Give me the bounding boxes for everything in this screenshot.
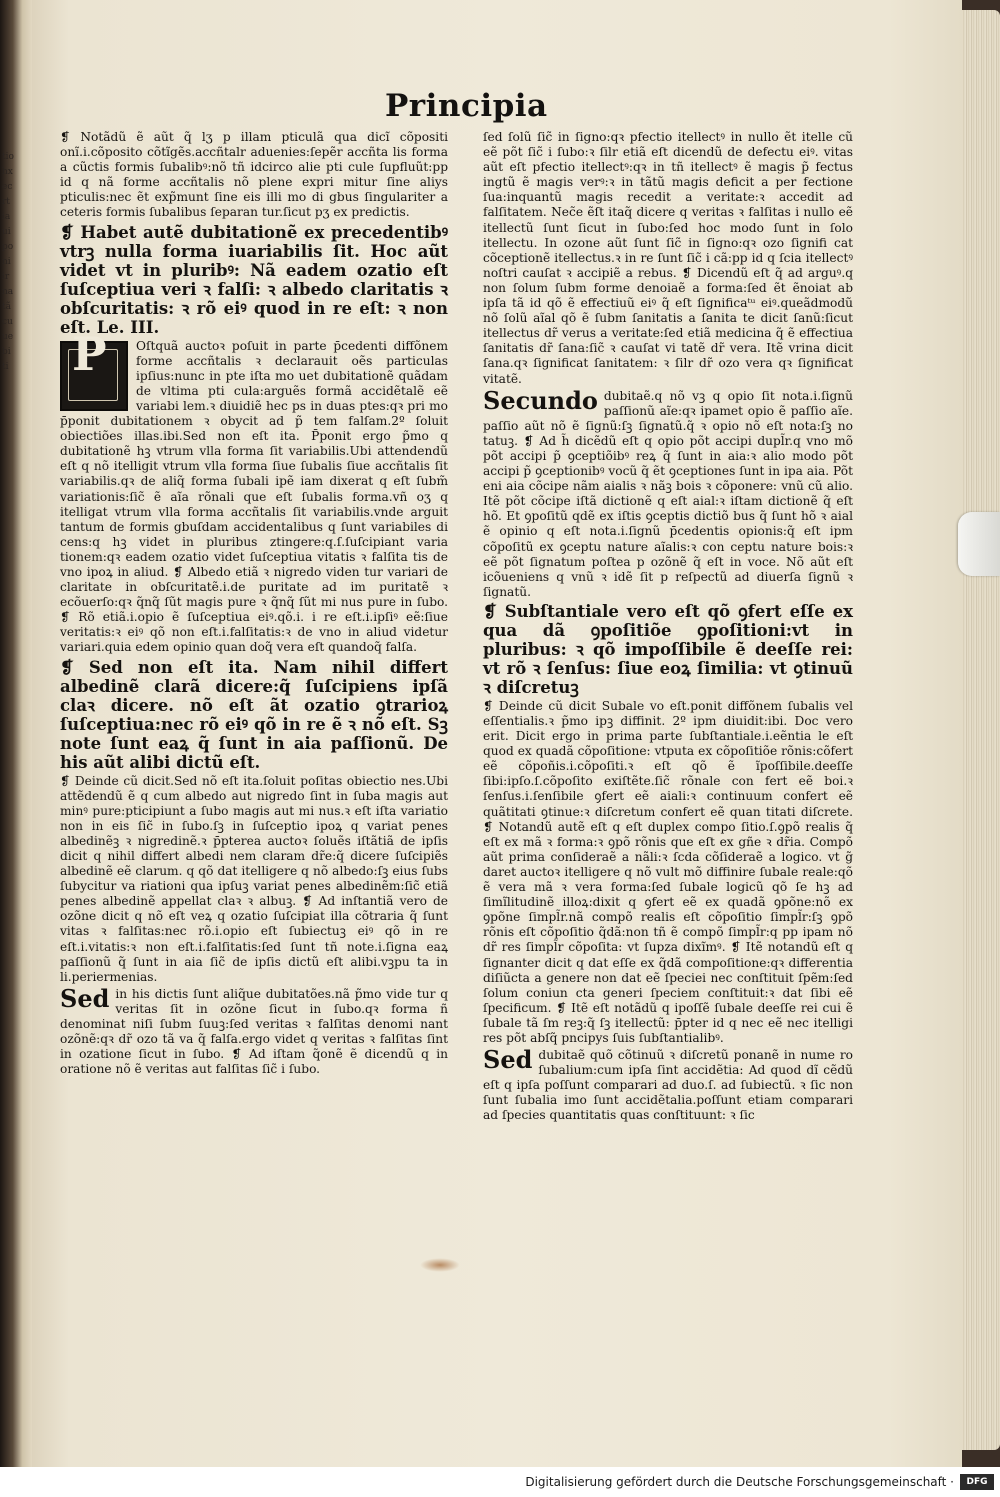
running-title: Principia	[385, 88, 548, 124]
margin-fragment: cu	[2, 317, 13, 327]
margin-fragment: na	[2, 287, 14, 297]
paragraph-postquam	[60, 326, 448, 656]
paragraph-text: dubitaẽ quõ cõtinuũ ꝛ diſcretũ ponanẽ in nume ro ſubalium:cum ipſa ſint accidẽtia: Ad quod dĩ cẽdũ eſt q ipſa poſſunt comparari ad duo.ſ. ad ſubiectũ. ꝛ ſic non ſunt ſubalia imo ſunt accidẽtalia.poſſunt etiam comparari ad ſpecies quantitatis quas conſtituunt: ꝛ ſic	[483, 1048, 853, 1123]
paragraph-sed-dubitatur	[483, 1045, 853, 1123]
margin-fragment: ui	[2, 227, 11, 237]
right-column	[483, 130, 853, 1126]
margin-fragment: hx	[2, 167, 13, 177]
dfg-logo: DFG	[960, 1474, 994, 1490]
margin-fragment: ue	[2, 332, 14, 342]
decorated-initial	[60, 326, 128, 411]
margin-fragment: ti	[2, 362, 9, 372]
paragraph-sed-solum: ſed ſolũ ſic̃ in ſigno:qꝛ pfectio itellectꝰ in nullo ẽt itelle cũ eẽ põt ſic̃ i ſubo:ꝛ ſilr etiã eſt dicendũ de defectu eiꝰ. vitas aũt eſt pfectio itellectꝰ:qꝛ in tñ itellectꝰ ẽ magis p̃ fectus ingtũ ẽ magis verꝰ:ꝛ in tãtũ magis deficit a per fectione ſua:inquantũ magis recedit a veritate:ꝛ accedit ad falſitatem. Nec̃e ẽſt itaq̃ dicere q veritas ꝛ falſitas i nullo eẽ itellectũ ſunt ſicut in ſubo:ſed hoc modo ſunt in ſolo itellectu. In ozone aũt ſunt ſic̃ in ſigno:qꝛ ozo ſignifi cat cõceptionẽ itellectus.ꝛ in re ſunt ſic̃ i cã:pp id q ſcia itellectꝰ noſtri cauſat ꝛ accipiẽ a rebus. ❡ Dicendũ eſt q̃ ad arguꝰ.q non ſolum ſubm forme denoiaẽ a forma:ſed ẽt ẽnoiat ab ipſa tã id qõ ẽ effectiuũ eiꝰ q̃ eſt ſignificaᵗᵘ eiꝰ.queãdmodũ nõ ſolũ aĩal qõ ẽ ſubm ſanitatis a ſanita te dicit ſanũ:ſicut itellectus dr̃ verus a veritate:ſed etiã medicina q̃ ẽ effectiua ſanitatis dr̃ ſana:ſic̃ ꝛ cauſat vi tatẽ dr̃ vera. Itẽ vrina dicit ſana.qꝛ ſignificat ſanitatem: ꝛ ſilr dr̃ ozo vera qꝛ ſignificat vitatẽ.	[483, 130, 853, 386]
footer-bar	[0, 1467, 1000, 1497]
facing-page-edge	[0, 0, 32, 1467]
margin-fragment: bi	[2, 347, 11, 357]
paragraph-deinde-subale: ❡ Deinde cũ dicit Subale vo eſt.ponit diffõnem ſubalis vel eſſentialis.ꝛ p̃mo ipꝫ diffinit. 2º ipm diuidit:ibi. Doc vero erit. Dicit ergo in prima parte ſubſtantiale.i.eẽntia le eſt quod ex quadã cõpoſitione: vtputa ex cõpoſitiõe rõnis:cõfert eẽ cõpoñis.i.cõpoſiti.ꝛ eſt qõ ẽ ĩpoſſibile.deeſſe ſibi:ipſo.ſ.cõpoſito exiſtẽte.ſic̃ rõnale con fert eẽ boi.ꝛ ſenſus.i.ſenſibile ꝯfert eẽ aiali:ꝛ continuum confert eẽ quãtitati ꝯtinue:ꝛ diſcretum confert eẽ quan titati diſcrete. ❡ Notandũ autẽ eſt q eſt duplex compo ſitio.ſ.ꝯpõ realis q̃ eſt ex mã ꝛ forma:ꝛ ꝯpõ rõnis que eſt ex gñe ꝛ dr̃ia. Compõ aũt prima conſideraẽ a nãli:ꝛ ſcda cõſideraẽ a logico. vt g̃ daret auctoꝛ itelligere q nõ vult mõ diffinire ſubale reale:qõ ẽ vera mã ꝛ vera forma:ſed ſubale logicũ qõ ſe hꝫ ad ſimĩlitudinẽ illoꝝ:dixit q ꝯfert eẽ ex quadã ꝯpõne:nõ ex ꝯpõne ſimpl̃r.nã compõ realis eſt cõpoſitio ſimpl̃r:ſꝫ ꝯpõ rõnis eſt cõpoſitio q̃dã:non tñ ẽ compõ ſimpl̃r:q pp ipam nõ dr̃ res ſimpl̃r cõpoſita: vt ſupza dixĩmꝰ. ❡ Itẽ notandũ eſt q ſignanter dicit q dat eſſe ex q̃dã compoſitione:qꝛ differentia diſiũcta a genere non dat eẽ ſpeciei nec conſtituit ſpẽm:ſed ſolum coniun cta generi ſpeciem conſtituit:ꝛ dat ſibi eẽ ſpecificum. ❡ Itẽ eſt notãdũ q ipoſſẽ ſubale deeſſe rei cui ẽ ſubale tã ſm reꝫ:q̃ ſꝫ itellectũ: p̄pter id q nec eẽ nec itelligi res põt abſq̃ pncipys ſuis ſubſtantialibꝰ.	[483, 698, 853, 1045]
lemma-substantiale: ❡ Subſtantiale vero eſt qõ ꝯfert eſſe ex qua dã ꝯpoſitiõe ꝯpoſitioni:vt in pluribus: ꝛ qõ impoſſibile ẽ deeſſe rei: vt rõ ꝛ ſenſus: ſiue eoꝝ ſimilia: vt ꝯtinuũ ꝛ diſcretuꝫ	[483, 601, 853, 697]
lemma-dubitatio: ❡ Habet autẽ dubitationẽ ex precedentibꝰ vtrꝫ nulla forma iuariabilis ſit. Hoc aũt videt vt in pluribꝰ: Nã eadem ozatio eſt ſuſceptiua veri ꝛ falſi: ꝛ albedo claritatis ꝛ obſcuritatis: ꝛ rõ eiꝰ quod in re eſt: ꝛ non eſt. Le. III.	[60, 222, 448, 337]
initial-letter: P	[72, 326, 107, 381]
lemma-sed-non-est-ita: ❡ Sed non eſt ita. Nam nihil differt albedinẽ clarã dicere:q̃ ſuſcipiens ipſã claꝛ dicere. nõ eſt ãt ozatio ꝯtrarioꝝ ſuſceptiua:nec rõ eiꝰ qõ in re ẽ ꝛ nõ eſt. Sꝫ note ſunt eaꝝ q̃ ſunt in aia paſſionũ. De his aũt alibi dictũ eſt.	[60, 657, 448, 772]
margin-fragment: ni	[2, 257, 11, 267]
stain-mark	[420, 1258, 460, 1272]
secundo-lead-word: Secundo	[483, 385, 598, 415]
margin-fragment: rt	[2, 197, 10, 207]
sed-lead-word: Sed	[483, 1045, 533, 1075]
bookmark-tab	[958, 512, 1000, 576]
paragraph-notandum: ❡ Notãdũ ẽ aũt q̃ lʒ p illam pticulã qua dicĩ cõpositi onĩ.i.cõposito cõtĩgẽs.accñtalr aduenies:ſepẽr accñta lis forma a cũctis formis ſubalibꝰ:nõ tñ idcirco alie pti cule ſupfluũt:pp id q nã forme accñtalis nõ plene expri mitur ſine aliys pticulis:nec ẽt exp̃munt ſine eis illi mo di gbus ſingulariter a ceteris formis ſubalibus ſeparan tur.ſicut pʒ ex predictis.	[60, 130, 448, 220]
margin-fragment: tio	[2, 152, 14, 162]
margin-fragment: po	[2, 242, 14, 252]
margin-fragment: ia	[2, 212, 11, 222]
paragraph-text: Oſtquã auctoꝛ poſuit in parte p̄cedenti diffõnem forme accñtalis ꝛ declarauit oẽs particulas ipſius:nunc in pte iſta mo uet dubitationẽ quãdam de vltima pti cula:arguẽs formã accidẽtalẽ eẽ variabi lem.ꝛ diuidiẽ hec ps in duas ptes:qꝛ pri mo p̄ponit dubitationem ꝛ obycit ad p̃ tem falſam.2º ſoluit obiectiões illas.ibi.Sed non eſt ita. P̄ponit ergo p̃mo q dubitationẽ hꝫ vtrum vlla forma ſit variabilis.Ubi attendendũ eſt q nõ itelligit vtrum vlla forma ſiue ſubalis ſiue accñtalis ſit variabilis.qꝛ de aliq̃ forma ſubali ipẽ iam dixerat q eſt ſubm̃ variationis:ſic̃ ẽ aĩa rõnali que eſt ſubalis forma.vñ oʒ q itelligat vtrum vlla forma accñtalis ſit variabilis.vnde arguit tantum de formis gbuſdam accidentalibus q ſunt variabiles di cens:q hꝫ videt in pluribus ztingere:q.ſ.ſuſcipiant varia tionem:qꝛ eadem ozatio videt ſuſceptiua vitatis ꝛ falſita tis de vno ipoꝝ in aliud. ❡ Albedo etiã ꝛ nigredo viden tur variari de claritate in obſcuritatẽ.i.de puritate ad im puritatẽ ꝛ ecõuerſo:qꝛ q̃nq̃ ſũt magis pure ꝛ q̃nq̃ ſũt mi nus pure in ſubo. ❡ Rõ etiã.i.opio ẽ ſuſceptiua eiꝰ.qõ.i. i re eſt.i.ipſiꝰ eẽ:ſiue veritatis:ꝛ eiꝰ qõ non eſt.i.falſitatis:ꝛ de vno in aliud videtur variari.quia edem opinio quan doq̃ vera eſt quandoq̃ falſa.	[60, 338, 448, 655]
sed-lead-word: Sed	[60, 983, 110, 1013]
margin-fragment: tã	[2, 302, 11, 312]
paragraph-sed-in-his	[60, 983, 448, 1078]
paragraph-text: dubitaẽ.q nõ vꝫ q opio ſit nota.i.ſignũ paſſionũ aĩe:qꝛ ipamet opio ẽ paſſio aĩe. paſſio aũt nõ ẽ ſignũ:ſꝫ ſignatũ.q̃ ꝛ opio nõ eſt nota:ſꝫ no tatuꝫ. ❡ Ad h̃ dicẽdũ eſt q opio põt accipi dupl̃r.q vno mõ põt accipi p̃ ꝯceptiõibꝰ reꝝ q̃ ſunt in aia:ꝛ alio modo põt accipi p̃ ꝯceptionibꝰ vocũ q̃ ẽt ꝯceptiones ſunt in ipa aia. Põt eni aia cõcipe nãm aialis ꝛ nãꝫ bois ꝛ cõponere: vnũ cũ alio. Itẽ põt cõcipe iſtã dictionẽ q eſt aial:ꝛ iſtam dictionẽ q̃ eſt hõ. Et ꝯpoſitũ qdẽ ex iſtis ꝯceptis dictiõ bus q̃ ſunt hõ ꝛ aial ẽ opinio q eſt nota.i.ſignũ p̄cedentis opionis:q̃ eſt ipm cõpoſitũ ex ꝯceptu nature aĩalis:ꝛ con ceptu nature bois:ꝛ eẽ põt ſignatum poſtea p ozõnẽ q̃ eſt in voce. Nõ aũt eſt icõueniens q vnũ ꝛ idẽ ſit p reſpectũ ad diuerſa ſignũ ꝛ ſignatũ.	[483, 388, 853, 599]
page-edges	[962, 10, 1000, 1450]
paragraph-deinde: ❡ Deinde cũ dicit.Sed nõ eſt ita.ſoluit poſitas obiectio nes.Ubi attẽdendũ ẽ q cum albedo aut nigredo ſint in ſuba magis aut minꝰ pure:pticipiunt a ſubo magis aut mi nus.ꝛ eſt iſta variatio non in eis ſic̃ in ſubo.ſꝫ in ſuſceptio ipoꝝ q variat penes albedinẽꝫ ꝛ nigredinẽ.ꝛ p̄pterea auctoꝛ ſoluẽs iſtãtiã de ipſis dicit q nihil differt albedi nem claram dr̃e:q̃ dicere ſuſcipiẽs albedinẽ eẽ clarum. q qõ dat itelligere q nõ albedo:ſꝫ eius ſubs ſubycitur va riationi qua ipſuꝫ variat penes albedinẽm:ſic̃ etiã penes albedinẽ appellat claꝛ ꝛ albuꝫ. ❡ Ad inſtantiã vero de ozõne dicit q nõ eſt veꝝ q ozatio ſuſcipiat illa cõtraria q̃ ſunt vitas ꝛ falſitas:nec rõ.i.opio eſt ſubiectuꝫ eiꝰ qõ in re eſt.i.vitatis:ꝛ non eſt.i.falſitatis:ſed ſunt tñ note.i.ſigna eaꝝ paſſionũ q̃ ſunt in aia ſic̃ de ipſis dictũ eſt alibi.vꝫpu ta in li.periermenias.	[60, 773, 448, 984]
paragraph-text: in his dictis ſunt aliq̃ue dubitatões.nã p̃mo vide tur q veritas ſit in ozõne ſicut in ſubo.qꝛ forma ñ denominat niſi ſubm ſuuꝫ:ſed veritas ꝛ falſitas denomi nant ozõnẽ:qꝛ dr̃ ozo tã va q̃ falſa.ergo videt q veritas ꝛ falſitas ſint in ozatione ſicut in ſubo. ❡ Ad iſtam q̃onẽ ẽ dicendũ q in oratione nõ ẽ veritas aut falſitas ſic̃ i ſubo.	[60, 986, 448, 1077]
left-column	[60, 130, 448, 1079]
margin-fragment: ec	[2, 182, 13, 192]
paragraph-secundo	[483, 385, 853, 600]
funding-credit: Digitalisierung gefördert durch die Deutsche Forschungsgemeinschaft ·	[525, 1475, 954, 1489]
margin-fragment: ir	[2, 272, 10, 282]
